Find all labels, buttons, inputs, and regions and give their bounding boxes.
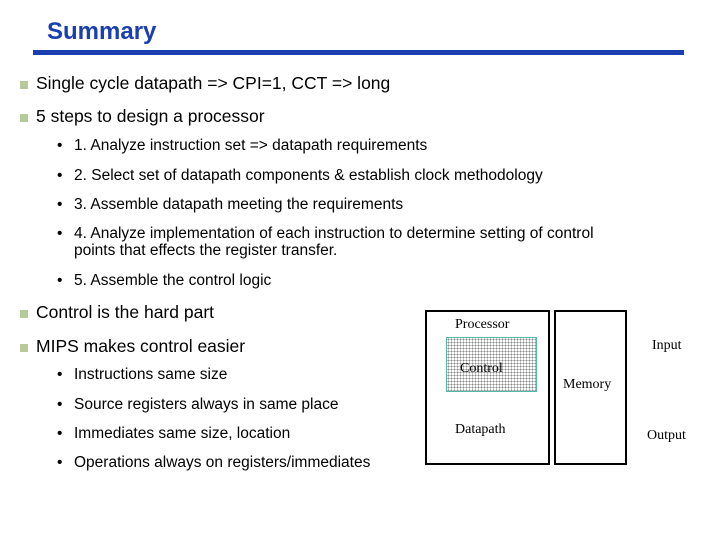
control-label: Control bbox=[460, 361, 503, 376]
step-5 bbox=[57, 272, 271, 290]
dot-bullet-icon: • bbox=[57, 225, 63, 242]
step-2 bbox=[57, 167, 543, 185]
dot-bullet-icon: • bbox=[57, 454, 63, 471]
dot-bullet-icon: • bbox=[57, 425, 63, 442]
bullet-control-hard bbox=[20, 302, 214, 323]
square-bullet-icon bbox=[20, 310, 28, 318]
point-text: Source registers always in same place bbox=[74, 396, 339, 413]
step-1 bbox=[57, 137, 427, 155]
bullet-five-steps bbox=[20, 106, 265, 127]
memory-label: Memory bbox=[563, 377, 612, 392]
step-text-line-1: 4. Analyze implementation of each instruction to determine setting of control bbox=[74, 225, 594, 242]
dot-bullet-icon: • bbox=[57, 396, 63, 413]
output-label: Output bbox=[647, 428, 686, 443]
step-text: 1. Analyze instruction set => datapath requirements bbox=[74, 137, 428, 154]
dot-bullet-icon: • bbox=[57, 167, 63, 184]
mips-point-4 bbox=[57, 454, 370, 472]
square-bullet-icon bbox=[20, 114, 28, 122]
step-text-line-2: points that effects the register transfer. bbox=[74, 242, 338, 259]
point-text: Immediates same size, location bbox=[74, 425, 291, 442]
bullet-text: Single cycle datapath => CPI=1, CCT => long bbox=[36, 73, 391, 93]
dot-bullet-icon: • bbox=[57, 366, 63, 383]
datapath-label: Datapath bbox=[455, 422, 506, 437]
dot-bullet-icon: • bbox=[57, 272, 63, 289]
mips-point-3 bbox=[57, 425, 290, 443]
step-4 bbox=[57, 225, 594, 259]
step-text: 3. Assemble datapath meeting the requirements bbox=[74, 196, 404, 213]
bullet-text: 5 steps to design a processor bbox=[36, 106, 265, 126]
mips-point-2 bbox=[57, 396, 338, 414]
step-text: 2. Select set of datapath components & establish clock methodology bbox=[74, 167, 543, 184]
step-text bbox=[74, 225, 594, 259]
bullet-text: MIPS makes control easier bbox=[36, 336, 246, 356]
point-text: Instructions same size bbox=[74, 366, 228, 383]
dot-bullet-icon: • bbox=[57, 137, 63, 154]
bullet-single-cycle bbox=[20, 73, 390, 94]
bullet-text: Control is the hard part bbox=[36, 302, 215, 322]
input-label: Input bbox=[652, 338, 682, 353]
bullet-mips-easier bbox=[20, 336, 245, 357]
mips-point-1 bbox=[57, 366, 227, 384]
page-title: Summary bbox=[47, 18, 157, 45]
dot-bullet-icon: • bbox=[57, 196, 63, 213]
square-bullet-icon bbox=[20, 344, 28, 352]
step-text: 5. Assemble the control logic bbox=[74, 272, 272, 289]
title-underline bbox=[33, 50, 684, 55]
square-bullet-icon bbox=[20, 81, 28, 89]
step-3 bbox=[57, 196, 403, 214]
processor-label: Processor bbox=[455, 317, 510, 332]
point-text: Operations always on registers/immediates bbox=[74, 454, 371, 471]
